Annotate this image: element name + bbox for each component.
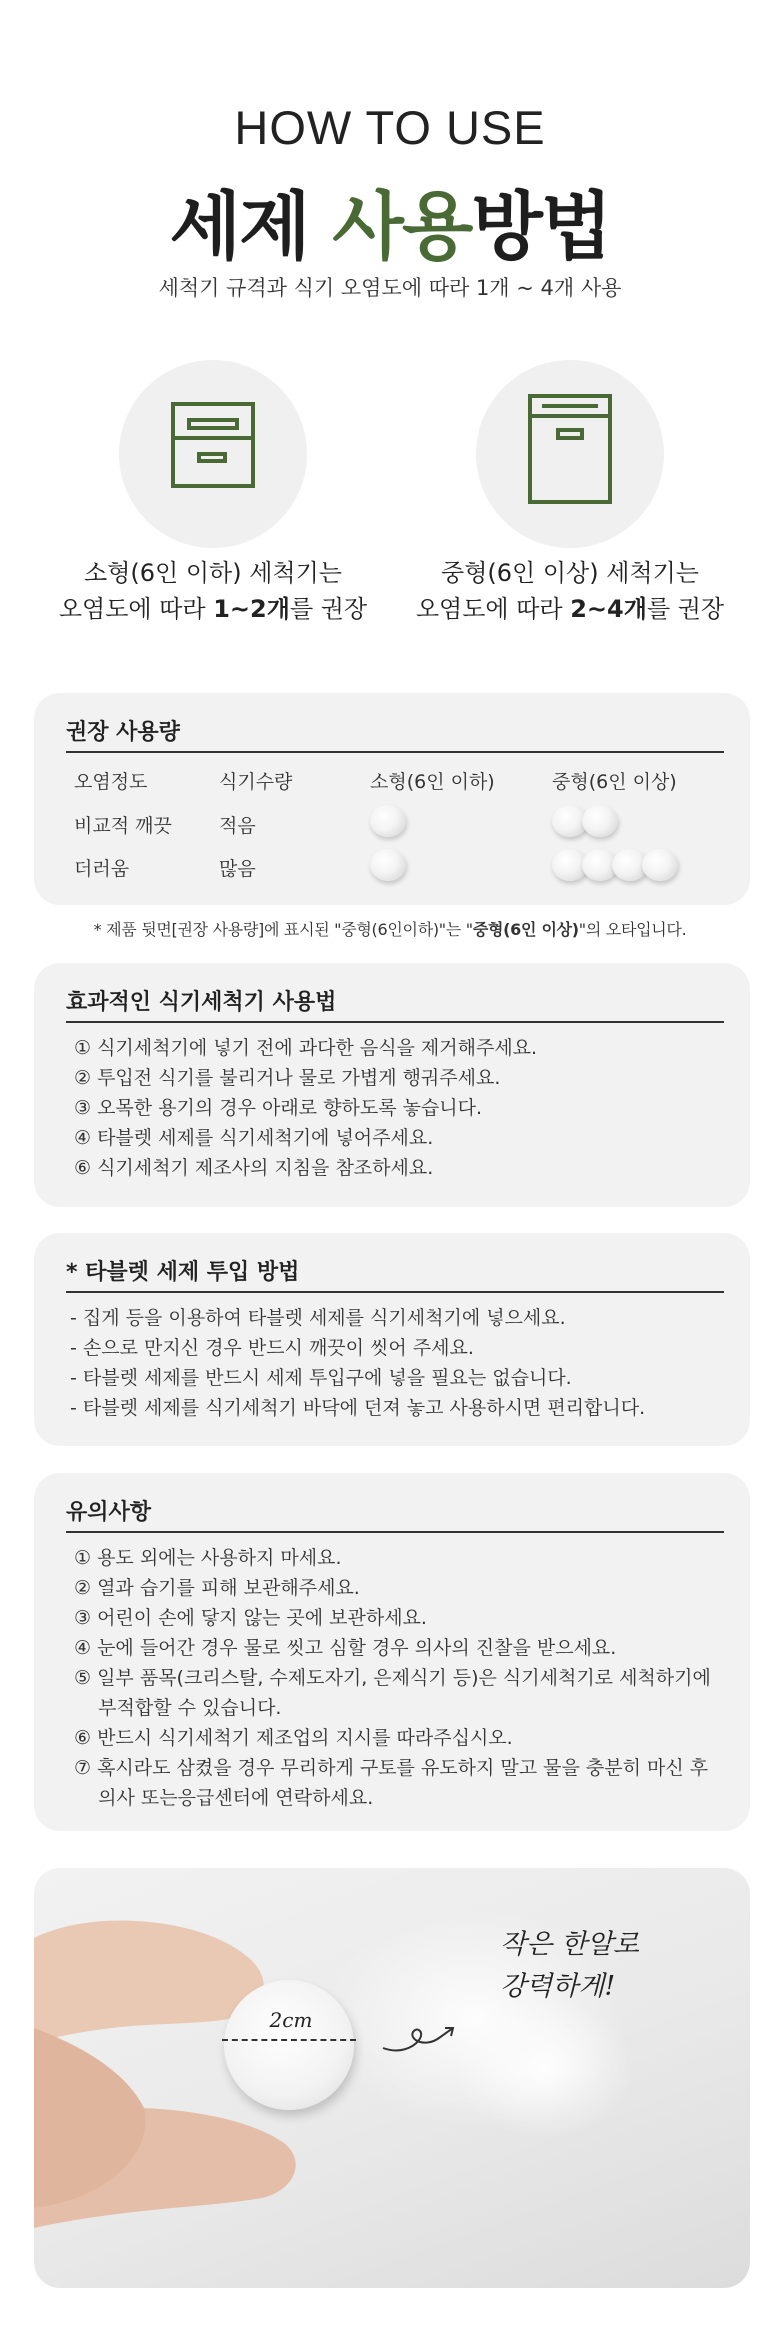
dosage-divider: [66, 751, 724, 753]
row2-amount: 많음: [219, 858, 256, 880]
handwritten-caption: 작은 한알로 강력하게!: [500, 1929, 639, 2002]
small-dishwasher-icon: [119, 360, 307, 548]
header-small: 소형(6인 이하): [370, 771, 495, 793]
medium-count-range: 2~4개: [570, 595, 647, 623]
title-english: HOW TO USE: [234, 101, 546, 154]
caution-item-continued: 의사 또는응급센터에 연락하세요.: [74, 1787, 374, 1809]
caution-item: ⑥ 반드시 식기세척기 제조업의 지시를 따라주십시오.: [74, 1727, 513, 1749]
small-type-caption: [43, 555, 383, 627]
usage-item: ⑥ 식기세척기 제조사의 지침을 참조하세요.: [74, 1157, 434, 1179]
title-part-2: 사용: [332, 184, 472, 270]
row1-level: 비교적 깨끗: [74, 815, 172, 837]
tablet-method-title: * 타블렛 세제 투입 방법: [66, 1260, 300, 1285]
title-part-1: 세제: [169, 184, 333, 270]
tablet-icon: [582, 805, 618, 837]
row2-level: 더러움: [74, 858, 130, 880]
tablet-closeup: [224, 1980, 354, 2110]
medium-type-caption: [400, 555, 740, 627]
product-photo: [34, 1868, 750, 2288]
row1-amount: 적음: [219, 815, 256, 837]
caution-divider: [66, 1531, 724, 1533]
caution-item: ③ 어린이 손에 닿지 않는 곳에 보관하세요.: [74, 1607, 427, 1629]
usage-item: ① 식기세척기에 넣기 전에 과다한 음식을 제거해주세요.: [74, 1037, 538, 1059]
medium-dishwasher-icon: [476, 360, 664, 548]
usage-item: ④ 타블렛 세제를 식기세척기에 넣어주세요.: [74, 1127, 434, 1149]
tablet-item: - 집게 등을 이용하여 타블렛 세제를 식기세척기에 넣으세요.: [70, 1307, 566, 1329]
dosage-title: 권장 사용량: [66, 720, 180, 745]
medium-caption-line2: 오염도에 따라 2~4개를 권장: [415, 595, 725, 623]
small-caption-line2: 오염도에 따라 1~2개를 권장: [58, 595, 368, 623]
size-label: 2cm: [269, 2008, 313, 2032]
header-medium: 중형(6인 이상): [552, 771, 677, 793]
medium-caption-line1: 중형(6인 이상) 세척기는: [441, 559, 699, 587]
curly-arrow-icon: [379, 2018, 459, 2058]
tablet-item: - 손으로 만지신 경우 반드시 깨끗이 씻어 주세요.: [70, 1337, 474, 1359]
caution-item: ⑤ 일부 품목(크리스탈, 수제도자기, 은제식기 등)은 식기세척기로 세척하기에: [74, 1667, 711, 1689]
medium-dishwasher-circle: [476, 360, 664, 548]
tablet-method-card: [34, 1233, 750, 1446]
small-dishwasher-circle: [119, 360, 307, 548]
tablet-icon: [370, 805, 406, 837]
caution-item: ④ 눈에 들어간 경우 물로 씻고 심할 경우 의사의 진찰을 받으세요.: [74, 1637, 617, 1659]
tablet-item: - 타블렛 세제를 반드시 세제 투입구에 넣을 필요는 없습니다.: [70, 1367, 572, 1389]
subtitle: 세척기 규격과 식기 오염도에 따라 1개 ~ 4개 사용: [158, 276, 622, 300]
hand-holding-tablet-illustration: [34, 1868, 750, 2288]
caution-item-continued: 부적합할 수 있습니다.: [74, 1697, 282, 1719]
tablet-icon: [370, 849, 406, 881]
header-level: 오염정도: [74, 771, 148, 793]
usage-title: 효과적인 식기세척기 사용법: [66, 990, 337, 1015]
dosage-card: [34, 693, 750, 905]
size-measure-line: [222, 2039, 356, 2041]
usage-item: ② 투입전 식기를 불리거나 물로 가볍게 행궈주세요.: [74, 1067, 501, 1089]
tablet-divider: [66, 1291, 724, 1293]
caution-title: 유의사항: [66, 1500, 152, 1525]
small-caption-line1: 소형(6인 이하) 세척기는: [84, 559, 342, 587]
usage-divider: [66, 1021, 724, 1023]
caution-item: ⑦ 혹시라도 삼켰을 경우 무리하게 구토를 유도하지 말고 물을 충분히 마신 후: [74, 1757, 709, 1779]
caution-item: ① 용도 외에는 사용하지 마세요.: [74, 1547, 342, 1569]
title-part-3: 방법: [471, 184, 611, 270]
page-title: [0, 168, 780, 274]
tablet-item: - 타블렛 세제를 식기세척기 바닥에 던져 놓고 사용하시면 편리합니다.: [70, 1397, 646, 1419]
small-count-range: 1~2개: [213, 595, 290, 623]
header-amount: 식기수량: [219, 771, 293, 793]
usage-item: ③ 오목한 용기의 경우 아래로 향하도록 놓습니다.: [74, 1097, 483, 1119]
caution-item: ② 열과 습기를 피해 보관해주세요.: [74, 1577, 360, 1599]
caution-card: [34, 1473, 750, 1831]
usage-card: [34, 963, 750, 1207]
typo-note: * 제품 뒷면[권장 사용량]에 표시된 "중형(6인이하)"는 "중형(6인 이상)"의 오타입니다.: [93, 920, 687, 939]
tablet-icon: [642, 849, 678, 881]
